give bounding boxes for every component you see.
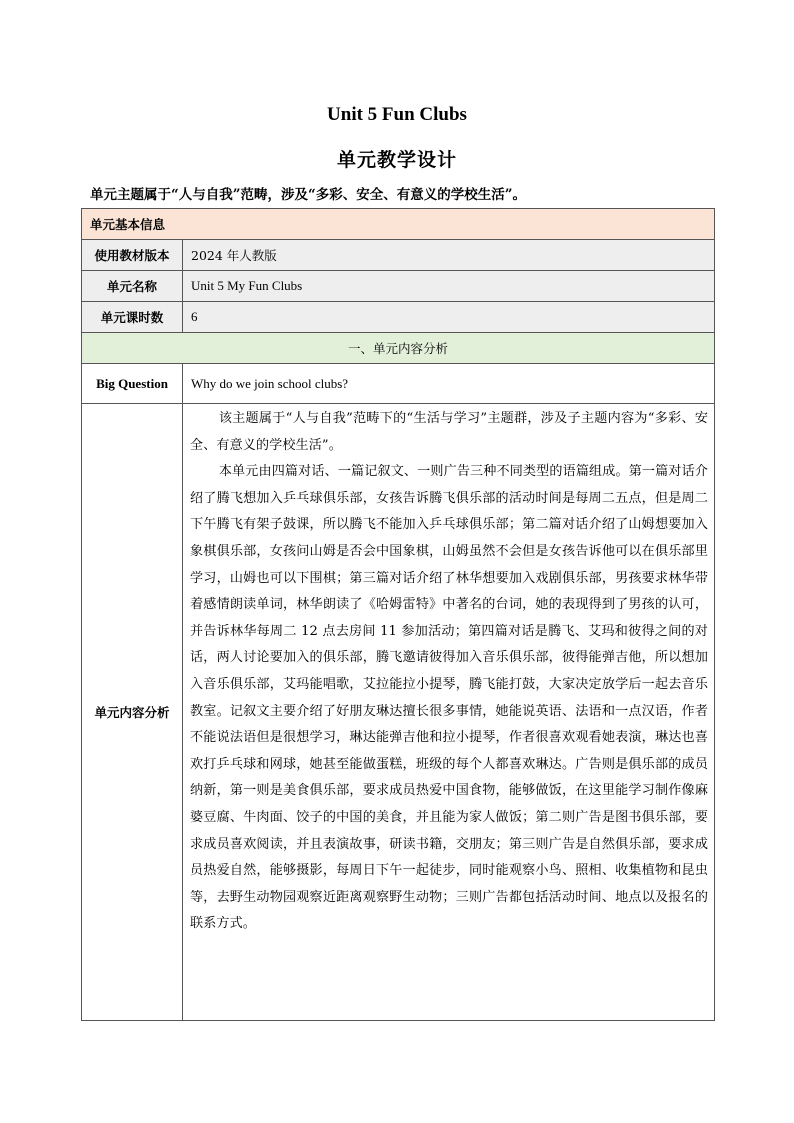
analysis-paragraph-1: 该主题属于“人与自我”范畴下的“生活与学习”主题群，涉及子主题内容为“多彩、安全、有意义的学校生活”。: [190, 411, 709, 453]
unit-design-table: [81, 208, 715, 1021]
textbook-version-row: [82, 240, 715, 271]
lesson-count-label: 单元课时数: [82, 302, 183, 333]
textbook-version-value: 2024 年人教版: [183, 240, 715, 271]
content-analysis-body: [183, 404, 715, 1021]
big-question-row: [82, 364, 715, 404]
basic-info-header: 单元基本信息: [82, 209, 715, 240]
unit-name-value: Unit 5 My Fun Clubs: [183, 271, 715, 302]
unit-name-label: 单元名称: [82, 271, 183, 302]
lesson-count-row: [82, 302, 715, 333]
content-analysis-row: [82, 404, 715, 1021]
big-question-label: Big Question: [82, 364, 183, 404]
basic-info-header-row: [82, 209, 715, 240]
textbook-version-label: 使用教材版本: [82, 240, 183, 271]
unit-title-en: Unit 5 Fun Clubs: [327, 104, 467, 125]
lesson-count-value: 6: [183, 302, 715, 333]
unit-title-cn: 单元教学设计: [336, 149, 457, 171]
content-analysis-label: 单元内容分析: [82, 404, 183, 1021]
section-header: 一、单元内容分析: [82, 333, 715, 364]
section-header-row: [82, 333, 715, 364]
unit-name-row: [82, 271, 715, 302]
big-question-value: Why do we join school clubs?: [183, 364, 715, 404]
analysis-paragraph-2: 本单元由四篇对话、一篇记叙文、一则广告三种不同类型的语篇组成。第一篇对话介绍了腾飞想加入乒乓球俱乐部，女孩告诉腾飞俱乐部的活动时间是每周二五点，但是周二下午腾飞有架子鼓课，所以腾飞不能加入乒乓球俱乐部；第二篇对话介绍了山姆想要加入象棋俱乐部，女孩问山姆是否会中国象棋，山姆虽然不会但是女孩告诉他可以在俱乐部里学习，山姆也可以下围棋；第三篇对话介绍了林华想要加入戏剧俱乐部，男孩要求林华带着感情朗读单词，林华朗读了《哈姆雷特》中著名的台词，她的表现得到了男孩的认可，并告诉林华每周二 12 点去房间 11 参加活动；第四篇对话是腾飞、艾玛和彼得之间的对话，两人讨论要加入的俱乐部，腾飞邀请彼得加入音乐俱乐部，彼得能弹吉他，所以想加入音乐俱乐部，艾玛能唱歌，艾拉能拉小提琴，腾飞能打鼓，大家决定放学后一起去音乐教室。记叙文主要介绍了好朋友琳达擅长很多事情，她能说英语、法语和一点汉语，作者不能说法语但是很想学习，琳达能弹吉他和拉小提琴，作者很喜欢观看她表演，琳达也喜欢打乒乓球和网球，她甚至能做蛋糕，班级的每个人都喜欢琳达。广告则是俱乐部的成员纳新，第一则是美食俱乐部，要求成员热爱中国食物，能够做饭，在这里能学习制作像麻婆豆腐、牛肉面、饺子的中国的美食，并且能为家人做饭；第二则广告是图书俱乐部，要求成员喜欢阅读，并且表演故事，研读书籍，交朋友；第三则广告是自然俱乐部，要求成员热爱自然，能够摄影，每周日下午一起徒步，同时能观察小鸟、照相、收集植物和昆虫等，去野生动物园观察近距离观察野生动物；三则广告都包括活动时间、地点以及报名的联系方式。: [190, 464, 709, 932]
unit-theme-statement: 单元主题属于“人与自我”范畴，涉及“多彩、安全、有意义的学校生活”。: [90, 187, 527, 203]
